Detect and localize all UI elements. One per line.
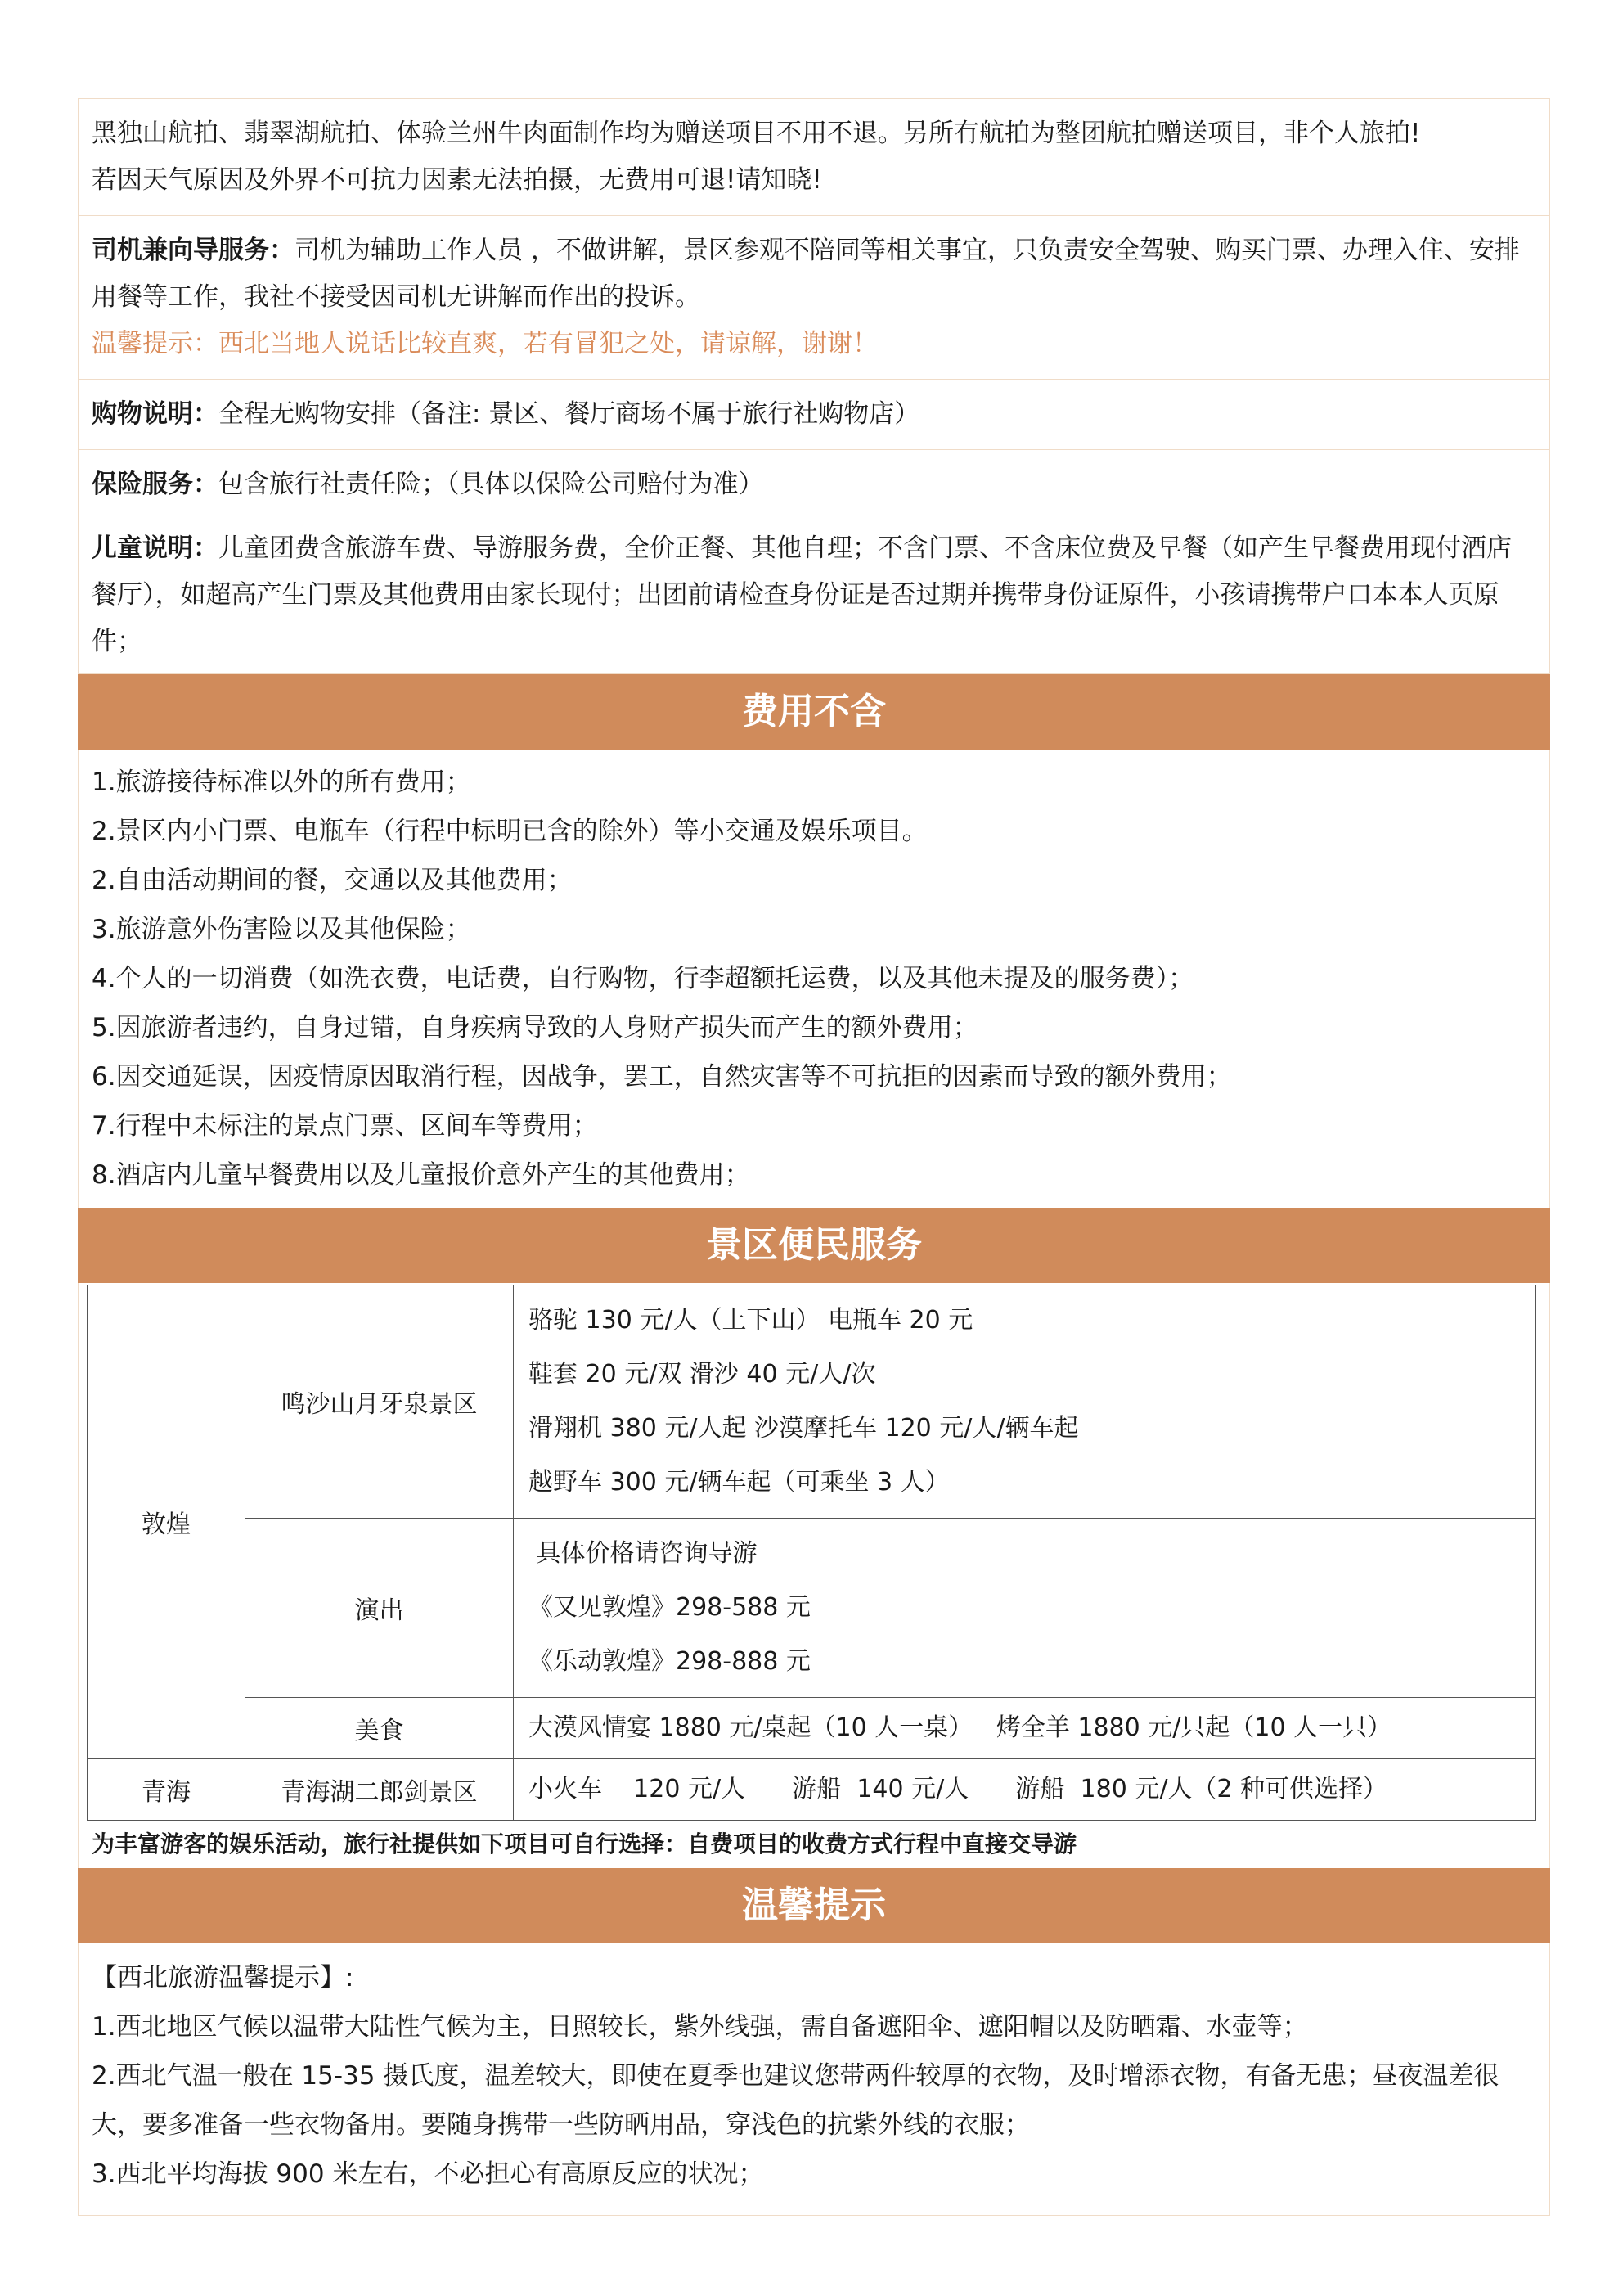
price-line: 《乐动敦煌》298-888 元 (528, 1647, 811, 1676)
excluded-list (78, 750, 1550, 1208)
shopping-row (78, 380, 1550, 450)
list-item: 7.行程中未标注的景点门票、区间车等费用； (92, 1111, 598, 1141)
price-line: 小火车 120 元/人 游船 140 元/人 游船 180 元/人（2 种可供选择） (528, 1775, 1388, 1803)
driver-guide-text (92, 227, 1536, 321)
local-tip: 温馨提示：西北当地人说话比较直爽，若有冒犯之处，请谅解，谢谢！ (92, 329, 878, 358)
shopping-text: 全程无购物安排（备注: 景区、餐厅商场不属于旅行社购物店） (218, 399, 920, 429)
list-item: 2.景区内小门票、电瓶车（行程中标明已含的除外）等小交通及娱乐项目。 (92, 817, 928, 846)
children-row (78, 520, 1550, 674)
table-row (88, 1698, 1536, 1759)
table-row (88, 1285, 1536, 1519)
price-line: 大漠风情宴 1880 元/桌起（10 人一桌） 烤全羊 1880 元/只起（10 人一只） (528, 1713, 1392, 1742)
aerial-photo-row (78, 98, 1550, 216)
spot-food: 美食 (245, 1698, 514, 1759)
section-title-excluded: 费用不含 (78, 674, 1550, 750)
spot-show: 演出 (245, 1519, 514, 1698)
aerial-photo-line2: 若因天气原因及外界不可抗力因素无法拍摄，无费用可退!请知晓! (92, 165, 822, 195)
section-title-services: 景区便民服务 (78, 1208, 1550, 1283)
aerial-photo-line1: 黑独山航拍、翡翠湖航拍、体验兰州牛肉面制作均为赠送项目不用不退。另所有航拍为整团航拍赠送项目，非个人旅拍! (92, 119, 1421, 148)
services-table (87, 1285, 1536, 1821)
list-item: 6.因交通延误，因疫情原因取消行程，因战争，罢工，自然灾害等不可抗拒的因素而导致的额外费用； (92, 1062, 1232, 1092)
list-item: 2.西北气温一般在 15-35 摄氏度，温差较大，即使在夏季也建议您带两件较厚的衣物，及时增添衣物，有备无患；昼夜温差很大，要多准备一些衣物备用。要随身携带一些防晒用品，穿浅色的抗紫外线的衣服； (92, 2061, 1499, 2140)
driver-guide-row (78, 216, 1550, 380)
list-item: 1.西北地区气候以温带大陆性气候为主，日照较长，紫外线强，需自备遮阳伞、遮阳帽以及防晒霜、水壶等； (92, 2012, 1308, 2042)
price-line: 滑翔机 380 元/人起 沙漠摩托车 120 元/人/辆车起 (528, 1414, 1079, 1443)
list-item: 5.因旅游者违约，自身过错，自身疾病导致的人身财产损失而产生的额外费用； (92, 1013, 978, 1042)
itinerary-page (78, 98, 1550, 2216)
self-pay-note: 为丰富游客的娱乐活动，旅行社提供如下项目可自行选择：自费项目的收费方式行程中直接交导游 (78, 1821, 1550, 1868)
list-item: 3.旅游意外伤害险以及其他保险； (92, 915, 471, 944)
region-qinghai: 青海 (88, 1759, 245, 1821)
list-item: 3.西北平均海拔 900 米左右，不必担心有高原反应的状况； (92, 2159, 764, 2189)
table-row (88, 1519, 1536, 1698)
list-item: 8.酒店内儿童早餐费用以及儿童报价意外产生的其他费用； (92, 1160, 750, 1190)
insurance-label: 保险服务： (92, 470, 218, 499)
list-item: 4.个人的一切消费（如洗衣费，电话费，自行购物，行李超额托运费，以及其他未提及的服务费）； (92, 964, 1194, 993)
mingsha-prices (514, 1285, 1536, 1519)
list-item: 2.自由活动期间的餐，交通以及其他费用； (92, 866, 573, 895)
show-prices (514, 1519, 1536, 1698)
spot-mingsha: 鸣沙山月牙泉景区 (245, 1285, 514, 1519)
qinghai-prices (514, 1759, 1536, 1821)
list-item: 1.旅游接待标准以外的所有费用； (92, 768, 471, 797)
price-line: 鞋套 20 元/双 滑沙 40 元/人/次 (528, 1360, 876, 1389)
food-prices (514, 1698, 1536, 1759)
tips-list (78, 1943, 1550, 2216)
children-text: 儿童团费含旅游车费、导游服务费，全价正餐、其他自理；不含门票、不含床位费及早餐（如产生早餐费用现付酒店餐厅），如超高产生门票及其他费用由家长现付；出团前请检查身份证是否过期并携带身份证原件，小孩请携带户口本本人页原件； (92, 533, 1512, 656)
insurance-row (78, 450, 1550, 520)
section-title-tips: 温馨提示 (78, 1868, 1550, 1943)
table-row (88, 1759, 1536, 1821)
driver-guide-label: 司机兼向导服务： (92, 236, 294, 265)
insurance-text: 包含旅行社责任险；（具体以保险公司赔付为准） (218, 470, 764, 499)
spot-qinghai-lake: 青海湖二郎剑景区 (245, 1759, 514, 1821)
shopping-label: 购物说明： (92, 399, 218, 429)
tips-heading: 【西北旅游温馨提示】: (92, 1963, 354, 1992)
price-line: 《又见敦煌》298-588 元 (528, 1593, 811, 1622)
children-label: 儿童说明： (92, 533, 218, 563)
driver-guide-desc: 司机为辅助工作人员 ，不做讲解，景区参观不陪同等相关事宜，只负责安全驾驶、购买门票、办理入住、安排用餐等工作，我社不接受因司机无讲解而作出的投诉。 (92, 236, 1520, 312)
price-line: 骆驼 130 元/人（上下山） 电瓶车 20 元 (528, 1306, 973, 1335)
price-line: 具体价格请咨询导游 (528, 1539, 758, 1568)
region-dunhuang: 敦煌 (88, 1285, 245, 1759)
price-line: 越野车 300 元/辆车起（可乘坐 3 人） (528, 1468, 950, 1497)
